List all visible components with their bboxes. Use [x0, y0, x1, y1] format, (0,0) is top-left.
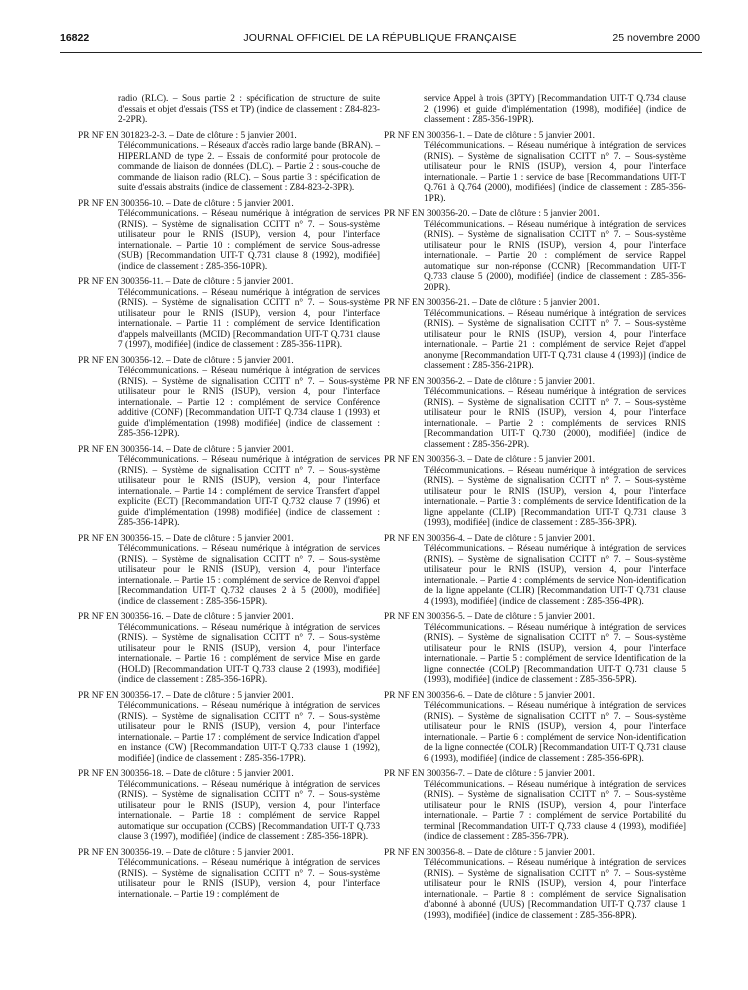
entry-reference: PR NF EN 300356-2. – Date de clôture : 5 janvier 2001. [384, 376, 595, 387]
standard-entry [78, 199, 380, 273]
entry-reference: PR NF EN 300356-8. – Date de clôture : 5 janvier 2001. [384, 847, 595, 858]
standard-entry [384, 769, 686, 843]
right-column [384, 94, 686, 926]
entry-reference: PR NF EN 300356-15. – Date de clôture : 5 janvier 2001. [78, 533, 294, 544]
entry-reference: PR NF EN 300356-1. – Date de clôture : 5 janvier 2001. [384, 130, 595, 141]
entry-reference: PR NF EN 300356-14. – Date de clôture : 5 janvier 2001. [78, 444, 294, 455]
entry-description: Télécommunications. – Réseau numérique à intégration de services (RNIS). – Système de signalisation CCITT n° 7. – Sous-système utilisateur pour le RNIS (ISUP), version 4, pour l'interface internationale. – Partie 2 : compléments de services RNIS [Recommandation UIT-T Q.730 (2000), modifiée] (indice de classement : Z85-356-2PR). [424, 387, 686, 450]
entry-description: Télécommunications. – Réseau numérique à intégration de services (RNIS). – Système de signalisation CCITT n° 7. – Sous-système utilisateur pour le RNIS (ISUP), version 4, pour l'interface internationale. – Partie 3 : compléments de service Identification de la ligne appelante (CLIP) [Recommandation UIT-T Q.731 clause 3 (1993), modifiée] (indice de classement : Z85-356-3PR). [424, 465, 686, 528]
continuation-text: service Appel à trois (3PTY) [Recommandation UIT-T Q.734 clause 2 (1996) et guide d'implémentation (1998), modifiée] (indice de classement : Z85-356-19PR). [424, 94, 686, 125]
entry-reference: PR NF EN 300356-21. – Date de clôture : 5 janvier 2001. [384, 298, 600, 308]
left-column [78, 94, 380, 905]
entry-reference: PR NF EN 301823-2-3. – Date de clôture : 5 janvier 2001. [78, 130, 297, 141]
standard-entry [78, 769, 380, 843]
standard-entry [78, 848, 380, 901]
standard-entry [78, 277, 380, 351]
continuation-text: radio (RLC). – Sous partie 2 : spécification de structure de suite d'essais et objet d'essais (TSS et TP) (indice de classement : Z84-823-2-2PR). [118, 94, 380, 125]
entry-reference: PR NF EN 300356-7. – Date de clôture : 5 janvier 2001. [384, 769, 595, 779]
entry-reference: PR NF EN 300356-17. – Date de clôture : 5 janvier 2001. [78, 690, 294, 701]
entry-reference: PR NF EN 300356-20. – Date de clôture : 5 janvier 2001. [384, 209, 600, 219]
entry-description: Télécommunications. – Réseau numérique à intégration de services (RNIS). – Système de signalisation CCITT n° 7. – Sous-système utilisateur pour le RNIS (ISUP), version 4, pour l'interface internationale. – Partie 1 : service de base [Recommandations UIT-T Q.761 à Q.764 (2000), modifiées] (indice de classement : Z85-356-1PR). [424, 141, 686, 204]
standard-entry [384, 455, 686, 529]
entry-description: Télécommunications. – Réseau numérique à intégration de services (RNIS). – Système de signalisation CCITT n° 7. – Sous-système utilisateur pour le RNIS (ISUP), version 4, pour l'interface internationale. – Partie 5 : complément de service Identification de la ligne connectée (COLP) [Recommandation UIT-T Q.731 clause 5 (1993), modifiée] (indice de classement : Z85-356-5PR). [424, 622, 686, 685]
entry-reference: PR NF EN 300356-10. – Date de clôture : 5 janvier 2001. [78, 198, 294, 209]
journal-title: JOURNAL OFFICIEL DE LA RÉPUBLIQUE FRANÇAISE [243, 32, 517, 44]
entry-reference: PR NF EN 300356-4. – Date de clôture : 5 janvier 2001. [384, 533, 595, 544]
entry-description: Télécommunications. – Réseau numérique à intégration de services (RNIS). – Système de signalisation CCITT n° 7. – Sous-système utilisateur pour le RNIS (ISUP), version 4, pour l'interface internationale. – Partie 16 : complément de service Mise en garde (HOLD) [Recommandation UIT-T Q.733 clause 2 (1993), modifiée] (indice de classement : Z85-356-16PR). [118, 622, 380, 685]
entry-description: Télécommunications. – Réseau numérique à intégration de services (RNIS). – Système de signalisation CCITT n° 7. – Sous-système utilisateur pour le RNIS (ISUP), version 4, pour l'interface internationale. – Partie 8 : complément de service Signalisation d'abonné à abonné (UUS) [Recommandation UIT-T Q.737 clause 1 (1993), modifiée] (indice de classement : Z85-356-8PR). [424, 858, 686, 921]
entry-description: Télécommunications. – Réseau numérique à intégration de services (RNIS). – Système de signalisation CCITT n° 7. – Sous-système utilisateur pour le RNIS (ISUP), version 4, pour l'interface internationale. – Partie 10 : complément de service Sous-adresse (SUB) [Recommandation UIT-T Q.731 clause 8 (1992), modifiée] (indice de classement : Z85-356-10PR). [118, 209, 380, 272]
entry-reference: PR NF EN 300356-5. – Date de clôture : 5 janvier 2001. [384, 612, 595, 622]
standard-entry [78, 445, 380, 529]
standard-entry [78, 131, 380, 194]
standard-entry [78, 612, 380, 686]
standard-entry [384, 612, 686, 686]
standard-entry [384, 377, 686, 451]
entry-description: Télécommunications. – Réseau numérique à intégration de services (RNIS). – Système de signalisation CCITT n° 7. – Sous-système utilisateur pour le RNIS (ISUP), version 4, pour l'interface internationale. – Partie 15 : complément de service de Renvoi d'appel [Recommandation UIT-T Q.732 clauses 2 à 5 (2000), modifiée] (indice de classement : Z85-356-15PR). [118, 544, 380, 607]
entry-description: Télécommunications. – Réseau numérique à intégration de services (RNIS). – Système de signalisation CCITT n° 7. – Sous-système utilisateur pour le RNIS (ISUP), version 4, pour l'interface internationale. – Partie 11 : complément de service Identification d'appels malveillants (MCID) [Recommandation UIT-T Q.731 clause 7 (1997), modifiée] (indice de classement : Z85-356-11PR). [118, 287, 380, 350]
entry-reference: PR NF EN 300356-18. – Date de clôture : 5 janvier 2001. [78, 769, 294, 779]
entry-description: Télécommunications. – Réseau numérique à intégration de services (RNIS). – Système de signalisation CCITT n° 7. – Sous-système utilisateur pour le RNIS (ISUP), version 4, pour l'interface internationale. – Partie 7 : complément de service Portabilité du terminal [Recommandation UIT-T Q.733 clause 4 (1993), modifiée] (indice de classement : Z85-356-7PR). [424, 779, 686, 842]
standard-entry [384, 209, 686, 293]
standard-entry [384, 298, 686, 372]
standard-entry [384, 131, 686, 205]
standard-entry [78, 356, 380, 440]
standard-entry [384, 534, 686, 608]
entry-description: Télécommunications. – Réseau numérique à intégration de services (RNIS). – Système de signalisation CCITT n° 7. – Sous-système utilisateur pour le RNIS (ISUP), version 4, pour l'interface internationale. – Partie 12 : complément de service Conférence additive (CONF) [Recommandation UIT-T Q.734 clause 1 (1993) et guide d'implémentation (1998) modifiée] (indice de classement : Z85-356-12PR). [118, 366, 380, 439]
entry-description: Télécommunications. – Réseau numérique à intégration de services (RNIS). – Système de signalisation CCITT n° 7. – Sous-système utilisateur pour le RNIS (ISUP), version 4, pour l'interface internationale. – Partie 19 : complément de [118, 858, 380, 900]
entry-description: Télécommunications. – Réseau numérique à intégration de services (RNIS). – Système de signalisation CCITT n° 7. – Sous-système utilisateur pour le RNIS (ISUP), version 4, pour l'interface internationale. – Partie 17 : complément de service Indication d'appel en instance (CW) [Recommandation UIT-T Q.733 clause 1 (1992), modifiée] (indice de classement : Z85-356-17PR). [118, 701, 380, 764]
page-header [60, 32, 700, 48]
entry-description: Télécommunications. – Réseau numérique à intégration de services (RNIS). – Système de signalisation CCITT n° 7. – Sous-système utilisateur pour le RNIS (ISUP), version 4, pour l'interface internationale. – Partie 20 : complément de service Rappel automatique sur non-réponse (CCNR) [Recommandation UIT-T Q.733 clause 5 (2000), modifiée] (indice de classement : Z85-356-20PR). [424, 219, 686, 293]
entry-description: Télécommunications. – Réseau numérique à intégration de services (RNIS). – Système de signalisation CCITT n° 7. – Sous-système utilisateur pour le RNIS (ISUP), version 4, pour l'interface internationale. – Partie 18 : complément de service Rappel automatique sur occupation (CCBS) [Recommandation UIT-T Q.733 clause 3 (1997), modifiée] (indice de classement : Z85-356-18PR). [118, 779, 380, 842]
standard-entry [384, 691, 686, 765]
entry-reference: PR NF EN 300356-6. – Date de clôture : 5 janvier 2001. [384, 690, 595, 701]
entry-description: Télécommunications. – Réseau numérique à intégration de services (RNIS). – Système de signalisation CCITT n° 7. – Sous-système utilisateur pour le RNIS (ISUP), version 4, pour l'interface internationale. – Partie 14 : complément de service Transfert d'appel explicite (ECT) [Recommandation UIT-T Q.732 clause 7 (1996) et guide d'implémentation (1998) modifiée] (indice de classement : Z85-356-14PR). [118, 455, 380, 528]
entry-description: Télécommunications. – Réseau numérique à intégration de services (RNIS). – Système de signalisation CCITT n° 7. – Sous-système utilisateur pour le RNIS (ISUP), version 4, pour l'interface internationale. – Partie 4 : compléments de service Non-identification de la ligne appelante (CLIR) [Recommandation UIT-T Q.731 clause 4 (1993), modifiée] (indice de classement : Z85-356-4PR). [424, 544, 686, 607]
entry-description: Télécommunications. – Réseau numérique à intégration de services (RNIS). – Système de signalisation CCITT n° 7. – Sous-système utilisateur pour le RNIS (ISUP), version 4, pour l'interface internationale. – Partie 21 : complément de service Rejet d'appel anonyme [Recommandation UIT-T Q.731 clause 4 (1993)] (indice de classement : Z85-356-21PR). [424, 308, 686, 371]
issue-date: 25 novembre 2000 [612, 32, 700, 44]
standard-entry [78, 534, 380, 608]
entry-reference: PR NF EN 300356-12. – Date de clôture : 5 janvier 2001. [78, 355, 294, 366]
standard-entry [78, 691, 380, 765]
entry-description: Télécommunications. – Réseaux d'accès radio large bande (BRAN). – HIPERLAND de type 2. – Essais de conformité pour protocole de commande de liaison de données (DLC). – Partie 2 : sous-couche de commande de liaison radio (RLC). – Sous partie 3 : spécification de suite d'essais abstraits (indice de classement : Z84-823-2-3PR). [118, 141, 380, 193]
page-number: 16822 [60, 32, 90, 44]
standard-entry [384, 848, 686, 922]
header-rule [60, 52, 702, 53]
entry-reference: PR NF EN 300356-19. – Date de clôture : 5 janvier 2001. [78, 847, 294, 858]
entry-reference: PR NF EN 300356-16. – Date de clôture : 5 janvier 2001. [78, 612, 294, 622]
entry-reference: PR NF EN 300356-3. – Date de clôture : 5 janvier 2001. [384, 455, 595, 465]
entry-reference: PR NF EN 300356-11. – Date de clôture : 5 janvier 2001. [78, 277, 294, 287]
entry-description: Télécommunications. – Réseau numérique à intégration de services (RNIS). – Système de signalisation CCITT n° 7. – Sous-système utilisateur pour le RNIS (ISUP), version 4, pour l'interface internationale. – Partie 6 : complément de service Non-identification de la ligne connectée (COLR) [Recommandation UIT-T Q.731 clause 6 (1993), modifiée] (indice de classement : Z85-356-6PR). [424, 701, 686, 764]
